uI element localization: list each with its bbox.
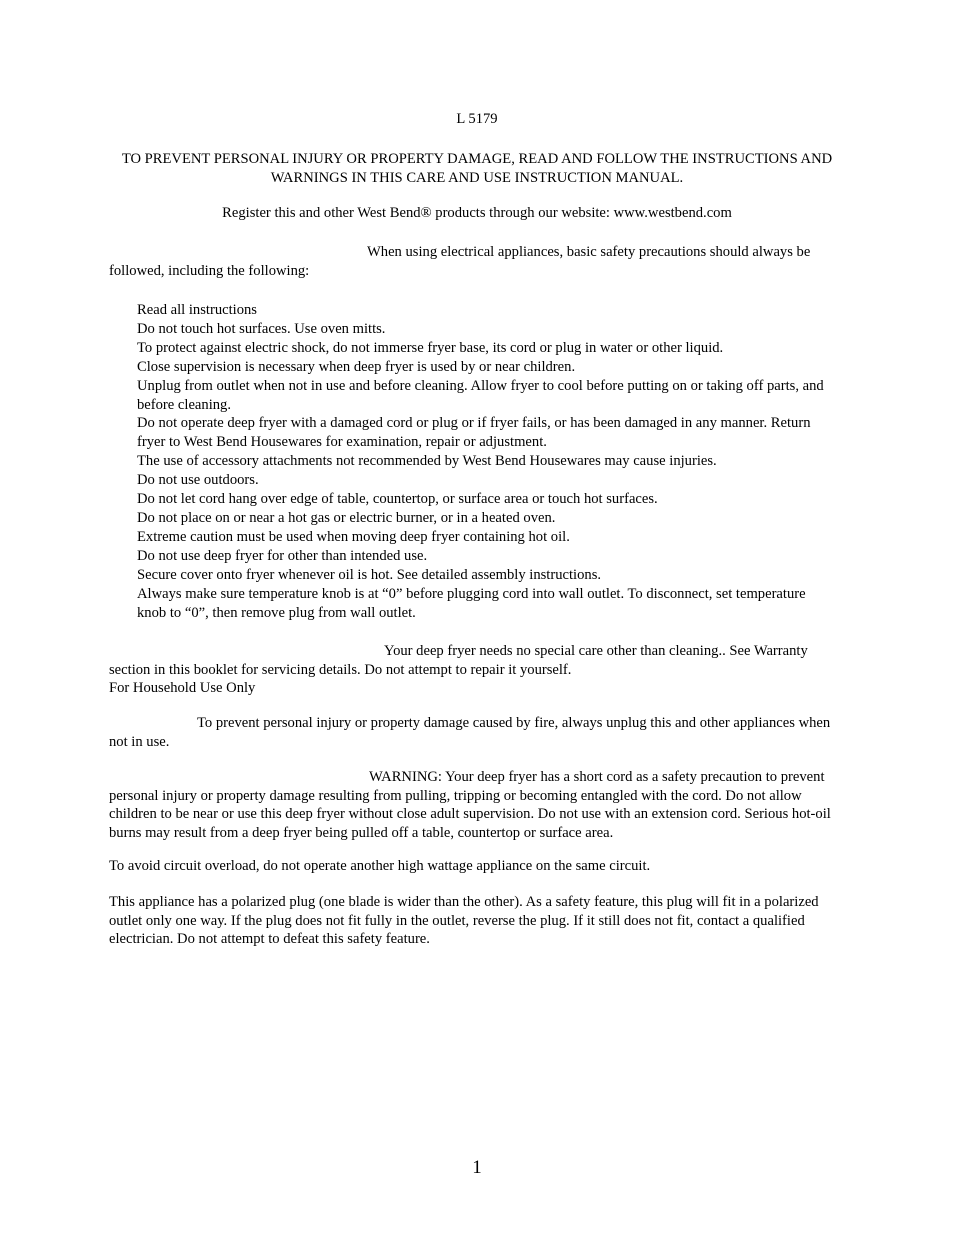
- list-item: Do not use outdoors.: [137, 472, 259, 489]
- circuit-paragraph: To avoid circuit overload, do not operate another high wattage appliance on the same circuit.: [109, 858, 651, 874]
- list-item: Do not operate deep fryer with a damaged cord or plug or if fryer fails, or has been damaged in any manner. Return fryer to West Bend Housewares for examination, repair or adjustment.: [137, 415, 811, 451]
- list-item: To protect against electric shock, do not immerse fryer base, its cord or plug in water or other liquid.: [137, 339, 724, 356]
- safety-intro-text: When using electrical appliances, basic safety precautions should always be followed, including the following:: [109, 244, 811, 279]
- cord-warning-paragraph: [109, 768, 845, 842]
- list-item: Do not let cord hang over edge of table, countertop, or surface area or touch hot surfaces.: [137, 491, 658, 508]
- list-item: Secure cover onto fryer whenever oil is hot. See detailed assembly instructions.: [137, 566, 602, 583]
- list-item: Close supervision is necessary when deep fryer is used by or near children.: [137, 358, 576, 375]
- list-item: Do not touch hot surfaces. Use oven mitts.: [137, 320, 386, 337]
- main-warning-heading: TO PREVENT PERSONAL INJURY OR PROPERTY DAMAGE, READ AND FOLLOW THE INSTRUCTIONS AND WARNINGS IN THIS CARE AND USE INSTRUCTION MANUAL.: [121, 151, 833, 186]
- document-number: L 5179: [456, 111, 498, 127]
- cord-warning-text: WARNING: Your deep fryer has a short cord as a safety precaution to prevent personal injury or property damage resulting from pulling, tripping or becoming entangled with the cord. Do not allow children to be near or use this deep fryer without close adult supervision. Do not use with an extension cord. Serious hot-oil burns may result from a deep fryer being pulled off a table, countertop or surface area.: [109, 769, 831, 841]
- care-text: Your deep fryer needs no special care other than cleaning.. See Warranty section in this booklet for servicing details. Do not attempt to repair it yourself.: [109, 643, 808, 678]
- registration-notice: Register this and other West Bend® products through our website: www.westbend.com: [222, 205, 732, 221]
- unplug-text: To prevent personal injury or property damage caused by fire, always unplug this and other appliances when not in use.: [109, 715, 831, 750]
- list-item: The use of accessory attachments not recommended by West Bend Housewares may cause injuries.: [137, 453, 717, 470]
- list-item: Unplug from outlet when not in use and before cleaning. Allow fryer to cool before putting on or taking off parts, and before cleaning.: [137, 377, 824, 413]
- list-item: Read all instructions: [137, 302, 257, 318]
- list-item: Do not use deep fryer for other than intended use.: [137, 547, 428, 564]
- safety-precautions-list: [137, 301, 827, 622]
- page-number: 1: [472, 1157, 482, 1178]
- polarized-plug-paragraph: This appliance has a polarized plug (one blade is wider than the other). As a safety feature, this plug will fit in a polarized outlet only one way. If the plug does not fit fully in the outlet, reverse the plug. If it still does not fit, contact a qualified electrician. Do not attempt to defeat this safety feature.: [109, 894, 819, 948]
- safety-intro-paragraph: [109, 243, 845, 280]
- list-item: Extreme caution must be used when moving deep fryer containing hot oil.: [137, 528, 570, 545]
- list-item: Always make sure temperature knob is at “0” before plugging cord into wall outlet. To disconnect, set temperature knob to “0”, then remove plug from wall outlet.: [137, 585, 806, 621]
- list-item: Do not place on or near a hot gas or electric burner, or in a heated oven.: [137, 509, 556, 526]
- care-paragraph: [109, 642, 845, 698]
- unplug-paragraph: [109, 714, 845, 751]
- household-use-text: For Household Use Only: [109, 680, 256, 697]
